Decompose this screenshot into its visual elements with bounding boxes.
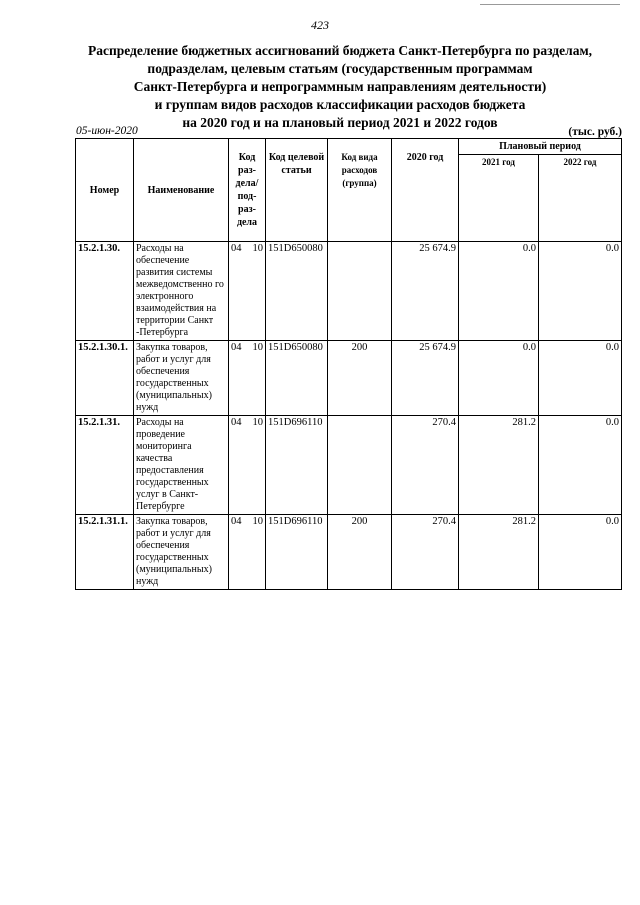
row-2021: 0.0 [459, 341, 539, 416]
row-section [229, 416, 266, 515]
row-number: 15.2.1.30. [76, 242, 134, 341]
row-number: 15.2.1.31.1. [76, 515, 134, 590]
row-section [229, 341, 266, 416]
header-2021: 2021 год [459, 155, 539, 242]
row-2020: 270.4 [392, 416, 459, 515]
document-title [60, 42, 620, 132]
header-name: Наименование [134, 139, 229, 242]
row-2020: 25 674.9 [392, 242, 459, 341]
row-name: Расходы на обеспечение развития системы межведомственно го электронного взаимодействия на территории Санкт -Петербурга [134, 242, 229, 341]
row-section [229, 242, 266, 341]
row-kind: 200 [328, 341, 392, 416]
header-section: Код раз-дела/ под-раз-дела [229, 139, 266, 242]
row-name: Закупка товаров, работ и услуг для обеспечения государственных (муниципальных) нужд [134, 341, 229, 416]
table-row [76, 515, 622, 590]
row-2021: 281.2 [459, 515, 539, 590]
row-kind [328, 242, 392, 341]
title-line: Распределение бюджетных ассигнований бюджета Санкт-Петербурга по разделам, [87, 43, 593, 58]
row-2022: 0.0 [539, 341, 622, 416]
row-target: 151D650080 [266, 242, 328, 341]
row-2022: 0.0 [539, 416, 622, 515]
budget-table [75, 138, 622, 590]
row-2021: 0.0 [459, 242, 539, 341]
row-2022: 0.0 [539, 242, 622, 341]
row-name: Расходы на проведение мониторинга качества предоставления государственных услуг в Санкт-Петербурге [134, 416, 229, 515]
title-line: на 2020 год и на плановый период 2021 и 2022 годов [182, 115, 498, 130]
top-rule [480, 4, 620, 5]
table-row [76, 416, 622, 515]
row-kind: 200 [328, 515, 392, 590]
row-2020: 270.4 [392, 515, 459, 590]
row-2022: 0.0 [539, 515, 622, 590]
subsection-code: 10 [252, 342, 263, 353]
row-target: 151D696110 [266, 416, 328, 515]
table-row [76, 341, 622, 416]
section-code: 04 [231, 516, 242, 527]
section-code: 04 [231, 243, 242, 254]
title-line: подразделам, целевым статьям (государственным программам [147, 61, 533, 76]
title-line: и группам видов расходов классификации расходов бюджета [154, 97, 526, 112]
subsection-code: 10 [252, 516, 263, 527]
row-section [229, 515, 266, 590]
row-2020: 25 674.9 [392, 341, 459, 416]
row-number: 15.2.1.30.1. [76, 341, 134, 416]
section-code: 04 [231, 417, 242, 428]
row-target: 151D696110 [266, 515, 328, 590]
header-2020: 2020 год [392, 139, 459, 242]
row-2021: 281.2 [459, 416, 539, 515]
header-number: Номер [76, 139, 134, 242]
page-number: 423 [311, 18, 329, 32]
title-line: Санкт-Петербурга и непрограммным направлениям деятельности) [133, 79, 547, 94]
row-target: 151D650080 [266, 341, 328, 416]
header-kind: Код вида расходов (группа) [328, 139, 392, 242]
header-2022: 2022 год [539, 155, 622, 242]
units-label: (тыс. руб.) [568, 126, 622, 138]
table-row [76, 242, 622, 341]
row-kind [328, 416, 392, 515]
subsection-code: 10 [252, 417, 263, 428]
header-planned: Плановый период [459, 139, 622, 155]
row-number: 15.2.1.31. [76, 416, 134, 515]
document-date: 05-июн-2020 [76, 125, 138, 137]
subsection-code: 10 [252, 243, 263, 254]
header-target: Код целевой статьи [266, 139, 328, 242]
row-name: Закупка товаров, работ и услуг для обеспечения государственных (муниципальных) нужд [134, 515, 229, 590]
section-code: 04 [231, 342, 242, 353]
